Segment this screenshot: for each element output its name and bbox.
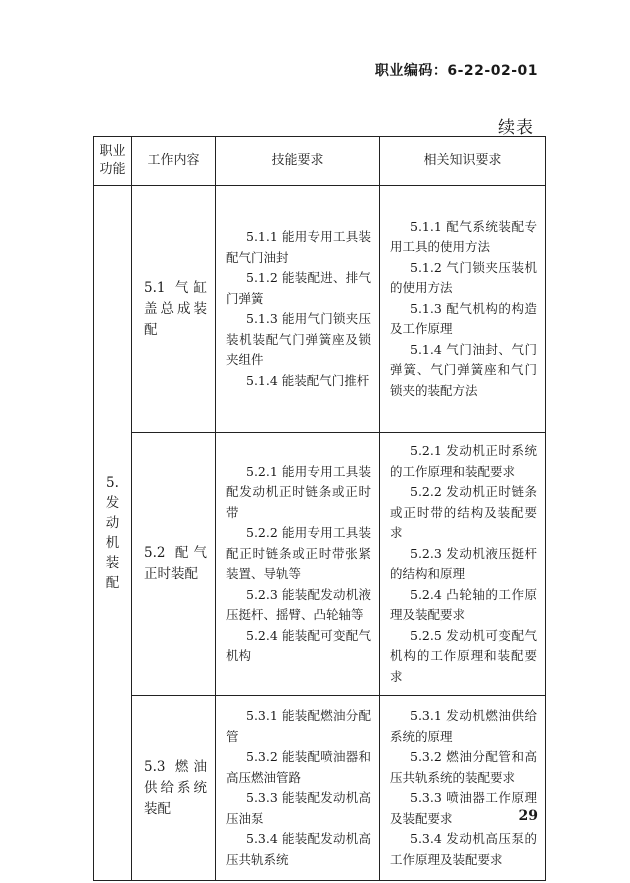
knowledge-item: 5.3.4 发动机高压泵的工作原理及装配要求 — [390, 831, 537, 867]
skills-cell — [216, 186, 380, 433]
knowledge-item: 5.1.1 配气系统装配专用工具的使用方法 — [390, 218, 537, 255]
skill-item: 5.3.4 能装配发动机高压共轨系统 — [226, 831, 371, 867]
skill-item: 5.1.3 能用气门锁夹压装机装配气门弹簧座及锁夹组件 — [226, 311, 371, 367]
skill-item: 5.2.2 能用专用工具装配正时链条或正时带张紧装置、导轨等 — [226, 525, 371, 581]
table-row — [94, 186, 546, 433]
table-row — [94, 433, 546, 696]
knowledge-item: 5.1.3 配气机构的构造及工作原理 — [390, 300, 537, 337]
col-header-skills: 技能要求 — [216, 137, 380, 186]
knowledge-cell — [380, 433, 546, 696]
knowledge-item: 5.2.2 发动机正时链条或正时带的结构及装配要求 — [390, 484, 537, 540]
skills-cell — [216, 696, 380, 881]
work-content-cell: 5.3 燃油供给系统装配 — [132, 696, 216, 881]
col-header-function: 职业功能 — [94, 137, 132, 186]
knowledge-item: 5.2.1 发动机正时系统的工作原理和装配要求 — [390, 443, 537, 479]
skill-item: 5.3.2 能装配喷油器和高压燃油管路 — [226, 749, 371, 785]
table-row — [94, 696, 546, 881]
skill-item: 5.1.2 能装配进、排气门弹簧 — [226, 270, 371, 306]
function-cell: 5. 发 动 机 装 配 — [94, 186, 132, 881]
skill-item: 5.3.3 能装配发动机高压油泵 — [226, 790, 371, 826]
knowledge-item: 5.3.2 燃油分配管和高压共轨系统的装配要求 — [390, 749, 537, 785]
knowledge-cell — [380, 696, 546, 881]
work-content-cell: 5.1 气缸盖总成装配 — [132, 186, 216, 433]
skills-cell — [216, 433, 380, 696]
knowledge-item: 5.1.4 气门油封、气门弹簧、气门弹簧座和气门锁夹的装配方法 — [390, 341, 537, 398]
knowledge-item: 5.2.5 发动机可变配气机构的工作原理和装配要求 — [390, 627, 537, 684]
skill-item: 5.1.1 能用专用工具装配气门油封 — [226, 229, 371, 265]
table-header-row — [94, 137, 546, 186]
knowledge-item: 5.3.3 喷油器工作原理及装配要求 — [390, 790, 537, 826]
work-content-cell: 5.2 配气正时装配 — [132, 433, 216, 696]
skill-item: 5.1.4 能装配气门推杆 — [246, 372, 370, 388]
skill-item: 5.3.1 能装配燃油分配管 — [226, 708, 371, 744]
skill-item: 5.2.1 能用专用工具装配发动机正时链条或正时带 — [226, 463, 371, 520]
occupation-code: 职业编码：6-22-02-01 — [374, 63, 538, 79]
knowledge-item: 5.1.2 气门锁夹压装机的使用方法 — [390, 259, 537, 296]
skills-table — [93, 136, 546, 881]
col-header-work: 工作内容 — [132, 137, 216, 186]
knowledge-cell — [380, 186, 546, 433]
page-number: 29 — [518, 808, 538, 824]
knowledge-item: 5.2.3 发动机液压挺杆的结构和原理 — [390, 545, 537, 581]
knowledge-item: 5.2.4 凸轮轴的工作原理及装配要求 — [390, 586, 537, 622]
continued-label: 续表 — [498, 118, 534, 138]
function-number: 5. — [106, 475, 119, 491]
skill-item: 5.2.3 能装配发动机液压挺杆、摇臂、凸轮轴等 — [226, 586, 371, 622]
col-header-knowledge: 相关知识要求 — [380, 137, 546, 186]
knowledge-item: 5.3.1 发动机燃油供给系统的原理 — [390, 708, 537, 744]
skill-item: 5.2.4 能装配可变配气机构 — [226, 627, 371, 663]
